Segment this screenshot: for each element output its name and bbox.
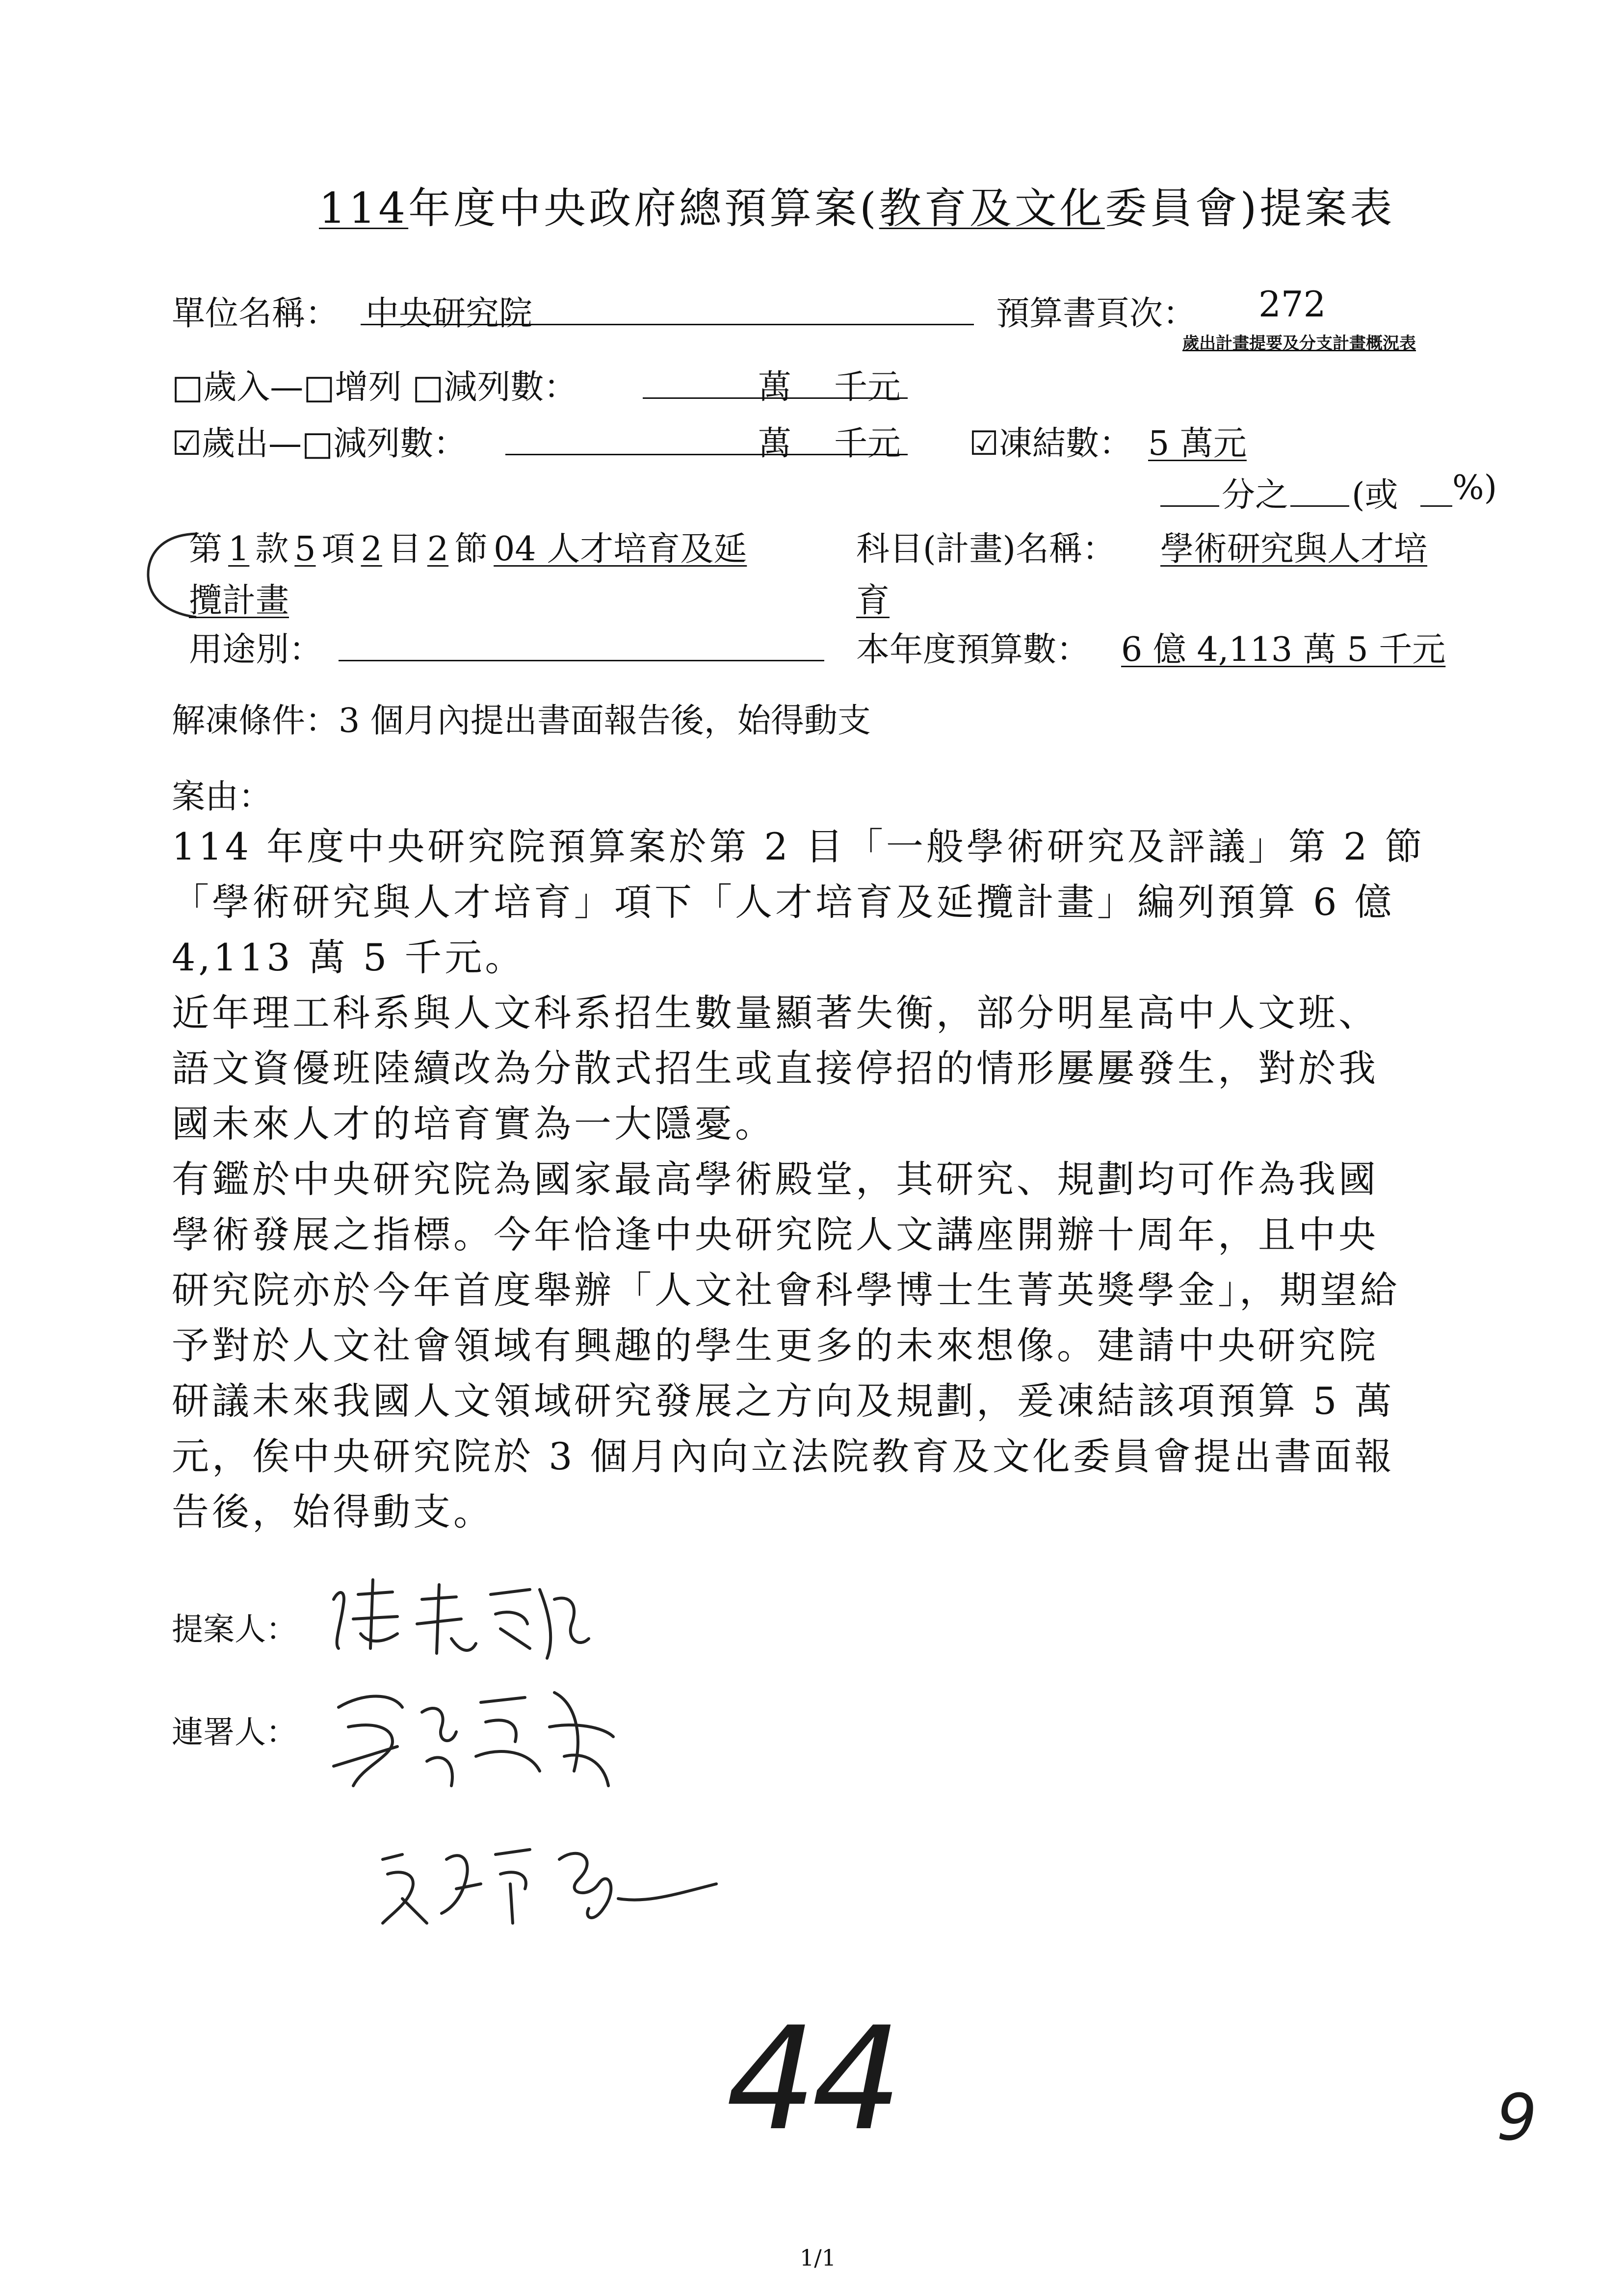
unit-underline <box>361 324 974 325</box>
item-kuan: 1 <box>228 530 250 569</box>
fraction-blank-1 <box>1160 505 1219 507</box>
cosigner-signature-2 <box>373 1830 726 1943</box>
unit-value: 中央研究院 <box>366 294 533 333</box>
reason-line: 語文資優班陸續改為分散式招生或直接停招的情形屢屢發生，對於我 <box>172 1046 1379 1090</box>
item-xiang: 5 <box>294 530 316 569</box>
reason-line: 學術發展之指標。今年恰逢中央研究院人文講座開辦十周年，且中央 <box>172 1213 1379 1256</box>
cosigner-label: 連署人： <box>172 1715 297 1751</box>
fraction-label-a: 分之 <box>1222 476 1289 515</box>
item-jie-label: 節 <box>454 530 488 569</box>
reason-line: 114 年度中央研究院預算案於第 2 目「一般學術研究及評議」第 2 節 <box>172 825 1425 868</box>
item-name-line2: 攬計畫 <box>189 581 289 620</box>
reason-line: 近年理工科系與人文科系招生數量顯著失衡，部分明星高中人文班、 <box>172 991 1379 1035</box>
title-committee: 教育及文化 <box>879 184 1105 233</box>
item-mu-label: 目 <box>388 530 421 569</box>
title-part2: 委員會)提案表 <box>1104 184 1395 233</box>
reason-line: 元，俟中央研究院於 3 個月內向立法院教育及文化委員會提出書面報 <box>172 1435 1395 1478</box>
budget-page-label: 預算書頁次： <box>996 294 1197 333</box>
condition-value: 3 個月內提出書面報告後，始得動支 <box>339 702 871 740</box>
condition-label: 解凍條件： <box>172 702 339 740</box>
reason-line: 告後，始得動支。 <box>172 1490 494 1534</box>
freeze-value: 5 萬元 <box>1148 424 1247 463</box>
expense-row-text: ☑歲出—□減列數： <box>172 424 467 463</box>
reason-line: 「學術研究與人才培育」項下「人才培育及延攬計畫」編列預算 6 億 <box>172 880 1395 924</box>
reason-line: 有鑑於中央研究院為國家最高學術殿堂，其研究、規劃均可作為我國 <box>172 1157 1379 1201</box>
expense-qian: 千元 <box>834 424 901 463</box>
budget-label: 本年度預算數： <box>856 630 1090 669</box>
reason-line: 國未來人才的培育實為一大隱憂。 <box>172 1102 775 1146</box>
item-mu: 2 <box>361 530 382 569</box>
item-di: 第 <box>189 530 223 569</box>
purpose-label: 用途別： <box>189 630 323 669</box>
budget-page-note: 歲出計畫提要及分支計畫概況表 <box>1182 334 1416 353</box>
condition-row <box>172 694 871 742</box>
revenue-wan: 萬 <box>758 368 792 407</box>
footer-page-number: 1/1 <box>800 2244 837 2271</box>
revenue-row-text: □歲入—□增列 □減列數： <box>172 368 577 407</box>
fraction-label-b: (或 <box>1352 476 1398 515</box>
reason-line: 予對於人文社會領域有興趣的學生更多的未來想像。建請中央研究院 <box>172 1324 1379 1367</box>
title-year: 114 <box>319 184 409 233</box>
expense-wan: 萬 <box>758 424 792 463</box>
item-classification <box>189 522 747 570</box>
purpose-underline <box>339 660 824 661</box>
reason-line: 研究院亦於今年首度舉辦「人文社會科學博士生菁英獎學金」，期望給 <box>172 1268 1400 1312</box>
fraction-blank-2 <box>1290 505 1349 507</box>
handwritten-number: 44 <box>726 1997 898 2162</box>
freeze-label: ☑凍結數： <box>969 424 1132 463</box>
proposer-label: 提案人： <box>172 1612 297 1648</box>
fraction-label-c: %) <box>1452 469 1497 507</box>
item-xiang-label: 項 <box>321 530 355 569</box>
proposer-signature <box>324 1570 599 1668</box>
fraction-blank-3 <box>1420 505 1452 507</box>
revenue-qian: 千元 <box>834 368 901 407</box>
reason-line: 研議未來我國人文領域研究發展之方向及規劃，爰凍結該項預算 5 萬 <box>172 1379 1395 1423</box>
subject-label: 科目(計畫)名稱： <box>856 530 1116 569</box>
title-part1: 年度中央政府總預算案( <box>408 184 879 233</box>
budget-page-value: 272 <box>1258 284 1326 325</box>
subject-line2: 育 <box>856 581 890 620</box>
cosigner-signature-1 <box>319 1673 643 1820</box>
unit-label: 單位名稱： <box>172 294 339 333</box>
reason-label: 案由： <box>172 778 272 816</box>
item-kuan-label: 款 <box>255 530 289 569</box>
reason-line: 4,113 萬 5 千元。 <box>172 936 525 979</box>
item-jie: 2 <box>427 530 449 569</box>
subject-line1: 學術研究與人才培 <box>1160 530 1428 569</box>
page-title <box>319 174 1395 235</box>
budget-value: 6 億 4,113 萬 5 千元 <box>1121 630 1446 669</box>
item-name-line1: 04 人才培育及延 <box>494 530 747 569</box>
corner-number: 9 <box>1496 2080 1537 2155</box>
